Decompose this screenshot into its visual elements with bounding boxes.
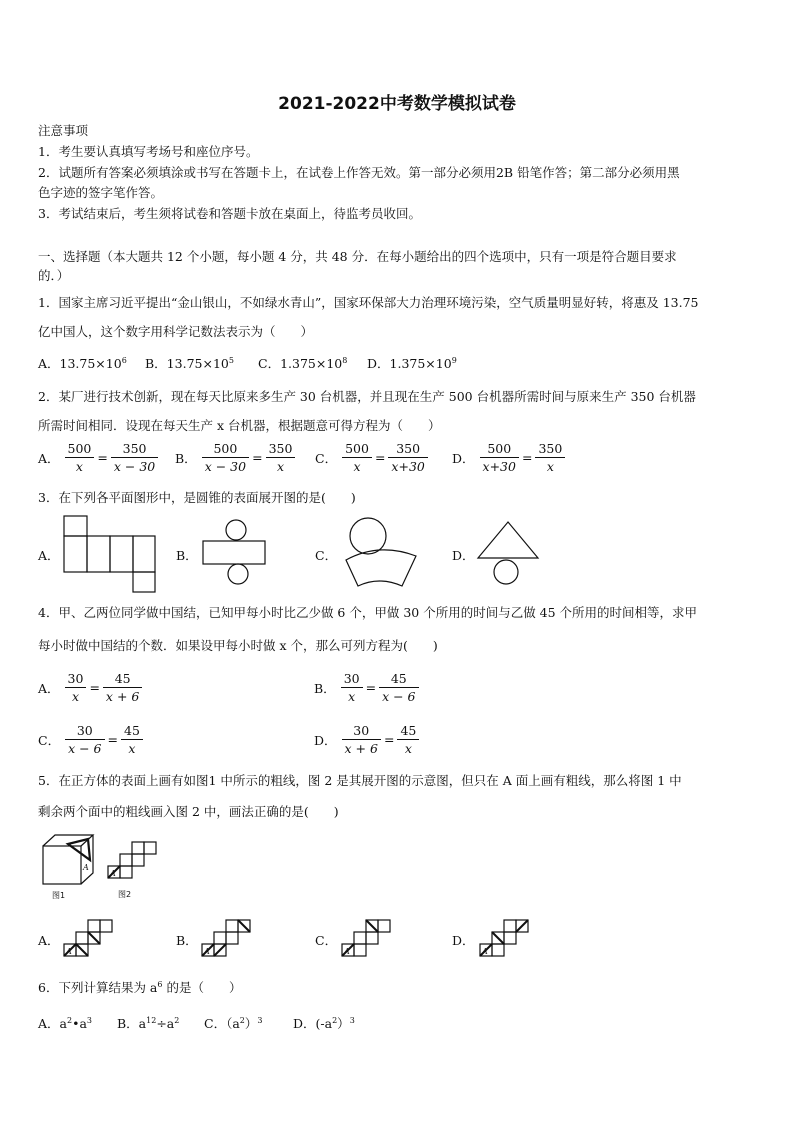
q6-stem: 6．下列计算结果为 $a^6$ 的是（ ） [38,979,242,995]
q1-option-b: B．$13.75\times 10^5$ [145,355,234,371]
q5-figure-option-c [340,916,396,960]
q1-option-a: A．$13.75\times 10^6$ [38,355,127,371]
q6-option-a: A．$a^2•a^3$ [38,1015,92,1031]
notice-heading: 注意事项 [38,123,89,138]
q1-stem-cont: 亿中国人，这个数字用科学记数法表示为（ ） [38,324,314,339]
q1-option-c: C．$1.375\times 10^8$ [258,355,348,371]
q5-label-b: B． [176,933,198,948]
q4-stem-cont: 每小时做中国结的个数．如果设甲每小时做 x 个，那么可列方程为( ) [38,638,438,653]
q5-figure-option-d [478,916,534,960]
q2-option-b: B． $\frac{500}{x - 30}$ = $\frac{350}{x}$ [175,440,296,475]
q3-figure-b [198,518,268,586]
svg-text:A: A [66,947,72,956]
q2-option-a: A． $\frac{500}{x}$ = $\frac{350}{x - 30}$ [38,440,159,475]
section-heading-cont: 的．） [38,268,70,283]
q2-stem: 2．某厂进行技术创新，现在每天比原来多生产 30 台机器，并且现在生产 500 台机器所需时间与原来生产 350 台机器 [38,389,696,404]
svg-text:A: A [204,947,210,956]
q4-option-b: B． $\frac{30}{x}$ = $\frac{45}{x - 6}$ [314,670,420,705]
svg-text:A: A [482,947,488,956]
notice-item-2: 2．试题所有答案必须填涂或书写在答题卡上，在试卷上作答无效。第一部分必须用2B 铅笔作答；第二部分必须用黑 [38,165,680,180]
svg-text:A: A [83,863,89,872]
q2-stem-cont: 所需时间相同．设现在每天生产 x 台机器，根据题意可得方程为（ ） [38,418,441,433]
svg-text:A: A [344,947,350,956]
q3-stem: 3．在下列各平面图形中，是圆锥的表面展开图的是( ) [38,490,356,505]
q6-option-d: D．$(-a^2)^3$ [293,1015,355,1031]
q5-stem: 5．在正方体的表面上画有如图1 中所示的粗线，图 2 是其展开图的示意图，但只在 A 面上画有粗线，那么将图 1 中 [38,773,682,788]
q3-figure-c [336,516,422,590]
q5-label-a: A． [38,933,60,948]
q5-figure-1-cube [40,832,100,902]
q4-option-d: D． $\frac{30}{x + 6}$ = $\frac{45}{x}$ [314,722,420,757]
q1-option-d: D．$1.375\times 10^9$ [367,355,457,371]
q3-figure-a [62,514,158,594]
q3-label-b: B． [176,548,198,563]
q3-label-d: D． [452,548,475,563]
q5-label-c: C． [315,933,338,948]
notice-item-1: 1．考生要认真填写考场号和座位序号。 [38,144,259,159]
q4-option-a: A． $\frac{30}{x}$ = $\frac{45}{x + 6}$ [38,670,143,705]
q3-label-a: A． [38,548,60,563]
svg-text:A: A [110,869,116,878]
q3-label-c: C． [315,548,338,563]
section-heading: 一、选择题（本大题共 12 个小题，每小题 4 分，共 48 分．在每小题给出的四个选项中，只有一项是符合题目要求 [38,249,677,264]
q3-figure-d [474,518,546,588]
svg-text:图1: 图1 [52,891,66,900]
q5-figure-option-b [200,916,256,960]
q2-option-c: C． $\frac{500}{x}$ = $\frac{350}{x+30}$ [315,440,429,475]
q5-figure-2-net [104,838,164,902]
q5-figure-option-a [62,916,118,960]
q5-label-d: D． [452,933,475,948]
svg-text:图2: 图2 [118,890,132,899]
notice-item-2-cont: 色字迹的签字笔作答。 [38,185,164,200]
q4-stem: 4．甲、乙两位同学做中国结，已知甲每小时比乙少做 6 个，甲做 30 个所用的时间与乙做 45 个所用的时间相等，求甲 [38,605,698,620]
page-title: 2021-2022中考数学模拟试卷 [278,94,516,114]
q4-option-c: C． $\frac{30}{x - 6}$ = $\frac{45}{x}$ [38,722,144,757]
q6-option-b: B．$a^{12}\div a^2$ [117,1015,180,1031]
q2-option-d: D． $\frac{500}{x+30}$ = $\frac{350}{x}$ [452,440,566,475]
notice-item-3: 3．考试结束后，考生须将试卷和答题卡放在桌面上，待监考员收回。 [38,206,421,221]
q6-option-c: C．$(a^2)^3$ [204,1015,263,1031]
q5-stem-cont: 剩余两个面中的粗线画入图 2 中，画法正确的是( ) [38,804,339,819]
q1-stem: 1．国家主席习近平提出“金山银山，不如绿水青山”，国家环保部大力治理环境污染，空气质量明显好转，将惠及 13.75 [38,295,699,310]
